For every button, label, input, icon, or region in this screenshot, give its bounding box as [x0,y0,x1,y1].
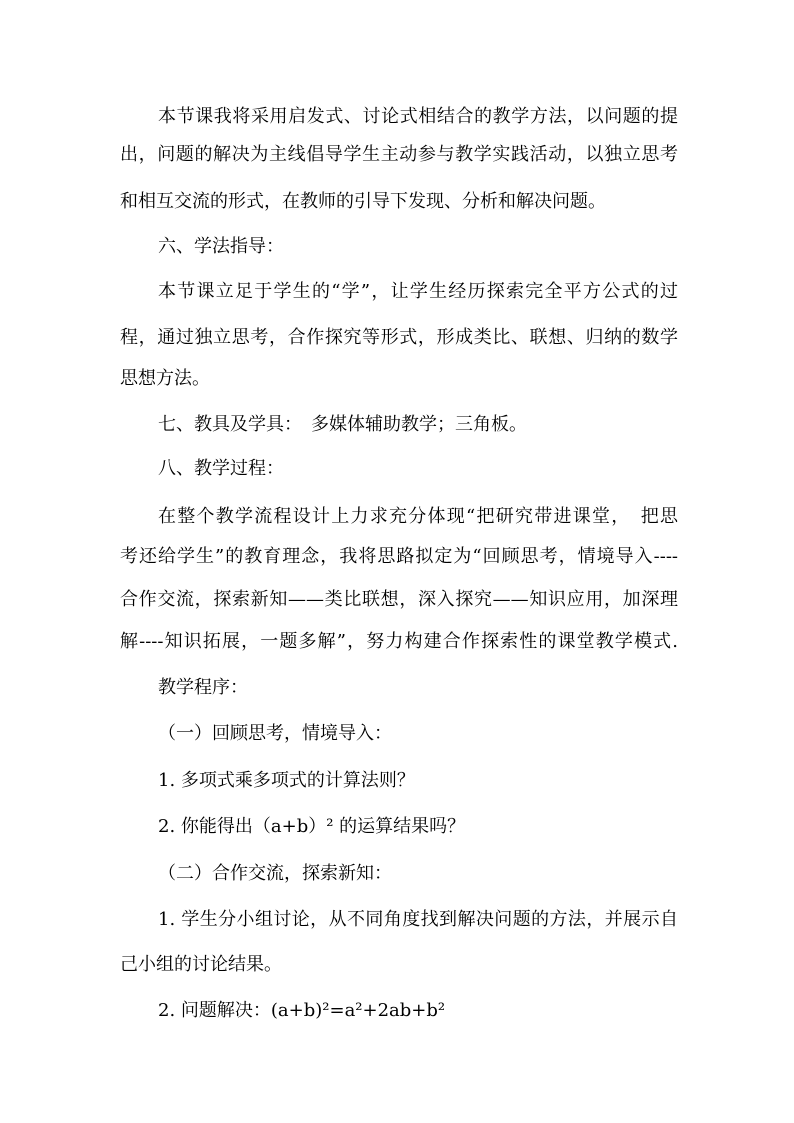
text-line: 2. 你能得出（a+b）² 的运算结果吗？ [158,816,466,837]
text-line: 考还给学生”的教育理念，我将思路拟定为“回顾思考，情境导入---- [120,546,678,567]
formula-line: 2. 问题解决：(a+b)²=a²+2ab+b² [158,1000,446,1021]
text-line: 1. 学生分小组讨论，从不同角度找到解决问题的方法，并展示自 [158,909,678,930]
text-line: 和相互交流的形式，在教师的引导下发现、分析和解决问题。 [120,191,606,212]
text-line: 出，问题的解决为主线倡导学生主动参与教学实践活动，以独立思考 [120,144,678,165]
text-line: 思想方法。 [120,368,210,389]
text-line: 教学程序： [158,677,248,698]
text-line: 1. 多项式乘多项式的计算法则？ [158,770,415,791]
text-line: 本节课我将采用启发式、讨论式相结合的教学方法，以问题的提 [158,106,678,127]
subsection-heading: （二）合作交流，探索新知： [158,863,392,884]
text-line: 己小组的讨论结果。 [120,954,282,975]
subsection-heading: （一）回顾思考，情境导入： [158,723,392,744]
section-heading: 八、教学过程： [158,458,284,479]
section-heading: 六、学法指导： [158,236,284,257]
section-heading: 七、教具及学具： 多媒体辅助教学；三角板。 [158,414,527,435]
text-line: 解----知识拓展，一题多解”，努力构建合作探索性的课堂教学模式. [120,631,678,652]
text-line: 合作交流，探索新知——类比联想，深入探究——知识应用，加深理 [120,589,678,610]
text-line: 程，通过独立思考，合作探究等形式，形成类比、联想、归纳的数学 [120,327,678,348]
text-line: 本节课立足于学生的“学”，让学生经历探索完全平方公式的过 [158,281,678,302]
text-line: 在整个教学流程设计上力求充分体现“把研究带进课堂， 把思 [158,506,678,527]
